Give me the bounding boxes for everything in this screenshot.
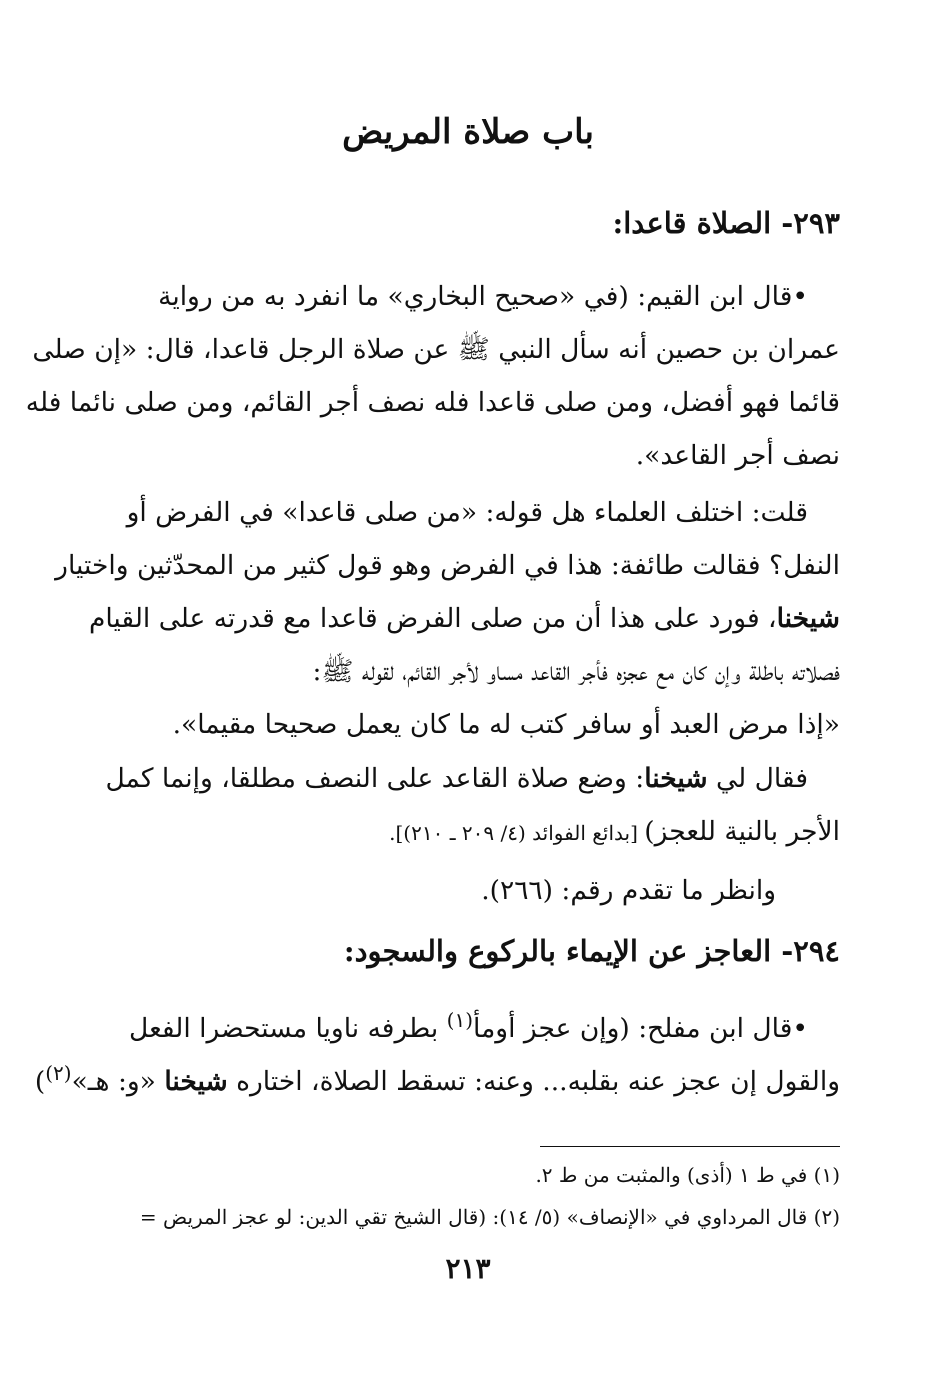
text-line: •قال ابن القيم: (في «صحيح البخاري» ما انفرد به من رواية (158, 281, 808, 312)
text-span: الأجر بالنية للعجز) (644, 816, 840, 847)
section-293-paragraph-3 (100, 752, 840, 858)
footnote-divider (540, 1146, 840, 1147)
text-line (88, 592, 840, 645)
footnote-marker: (١) (446, 1008, 473, 1032)
text-span: ) (34, 1065, 46, 1097)
section-293-paragraph-4 (100, 864, 840, 917)
sheikh-name: شيخنا (164, 1065, 228, 1097)
section-293-paragraph-1 (25, 270, 840, 482)
section-294-heading: ٢٩٤- العاجز عن الإيماء بالركوع والسجود: (343, 934, 840, 968)
text-line (100, 805, 840, 858)
text-line: قائما فهو أفضل، ومن صلى قاعدا فله نصف أجر القائم، ومن صلى نائما فله (25, 387, 840, 418)
section-294-paragraph-1 (34, 994, 840, 1100)
text-span: والقول إن عجز عنه بقلبه... وعنه: تسقط الصلاة، اختاره (227, 1065, 840, 1097)
text-span: فقال لي (707, 763, 808, 794)
footnote-2: (٢) قال المرداوي في «الإنصاف» (٥/ ١٤): (قال الشيخ تقي الدين: لو عجز المريض = (139, 1205, 840, 1229)
footnote-1: (١) في ط ١ (أذى) والمثبت من ط ٢. (535, 1163, 840, 1187)
text-line: قلت: اختلف العلماء هل قوله: «من صلى قاعدا» في الفرض أو (126, 497, 808, 528)
text-line (100, 994, 840, 1047)
text-line: نصف أجر القاعد». (635, 440, 840, 471)
text-line: فصلاته باطلة وإن كان مع عجزه فأجر القاعد مساو لأجر القائم، لقوله ﷺ: (312, 656, 840, 687)
section-293-paragraph-2 (55, 486, 840, 751)
chapter-title: باب صلاة المريض (342, 112, 594, 152)
section-293-heading: ٢٩٣- الصلاة قاعدا: (612, 206, 840, 240)
text-span: •قال ابن مفلح: (وإن عجز أومأ (473, 1012, 808, 1044)
text-line: وانظر ما تقدم رقم: (٢٦٦). (481, 875, 776, 906)
footnote-marker: (٢) (45, 1061, 72, 1085)
text-span: : وضع صلاة القاعد على النصف مطلقا، وإنما كمل (105, 763, 645, 794)
sheikh-name: شيخنا (644, 763, 708, 794)
text-line: عمران بن حصين أنه سأل النبي ﷺ عن صلاة الرجل قاعدا، قال: «إن صلى (32, 334, 840, 365)
text-line (100, 752, 840, 805)
text-line (34, 1047, 840, 1100)
text-span: بطرفه ناويا مستحضرا الفعل (129, 1012, 447, 1044)
source-reference: [بدائع الفوائد (٤/ ٢٠٩ ـ ٢١٠)]. (389, 821, 645, 845)
text-span: «و: هـ» (71, 1065, 165, 1097)
text-span: ، فورد على هذا أن من صلى الفرض قاعدا مع قدرته على القيام (88, 603, 777, 634)
sheikh-name: شيخنا (776, 603, 840, 634)
page-number: ٢١٣ (445, 1252, 491, 1285)
text-line: «إذا مرض العبد أو سافر كتب له ما كان يعمل صحيحا مقيما». (172, 709, 840, 740)
text-line: النفل؟ فقالت طائفة: هذا في الفرض وهو قول كثير من المحدّثين واختيار (55, 550, 840, 581)
